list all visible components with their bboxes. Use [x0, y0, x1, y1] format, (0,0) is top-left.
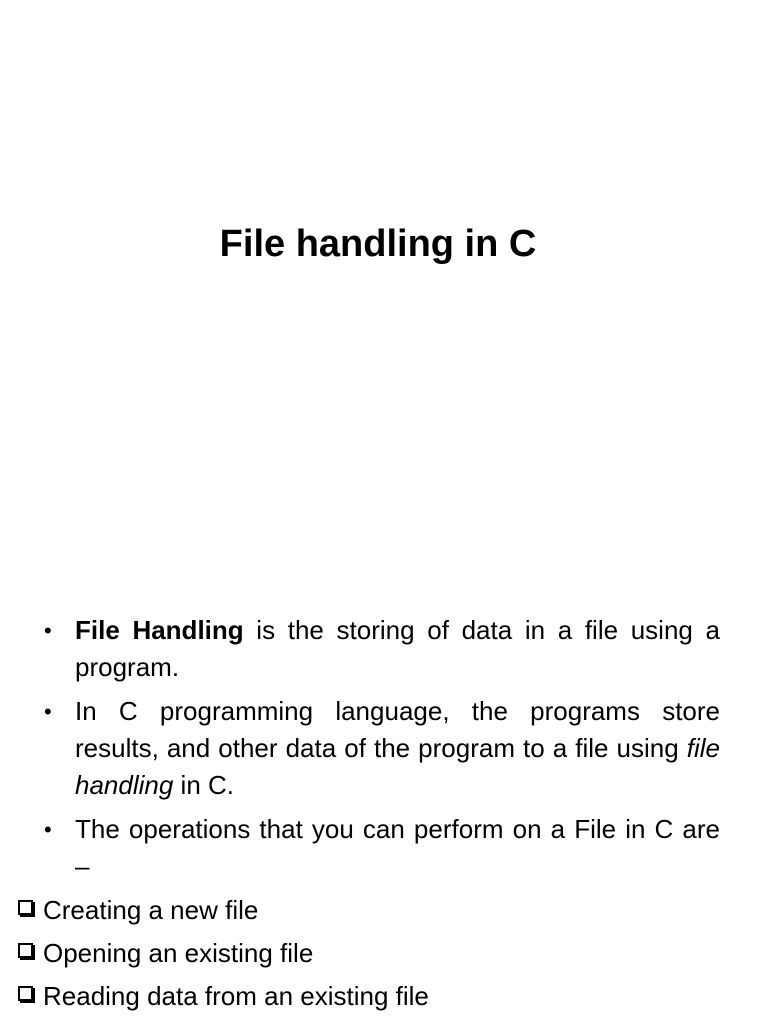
bullet-dot-icon: •	[44, 817, 52, 842]
bullet-dot-icon: •	[44, 699, 52, 724]
bullet-file-handling-definition	[40, 612, 720, 686]
operation-item-create	[8, 892, 720, 929]
term-file-handling: File Handling	[75, 615, 244, 645]
checkbox-bullet-icon	[18, 900, 33, 915]
slide-title: File handling in C	[219, 223, 537, 265]
checkbox-bullet-icon	[18, 943, 33, 958]
bullet-text: is the storing of data in a file using a program.	[75, 615, 720, 682]
operation-item-open	[8, 935, 720, 972]
bullet-text: In C programming language, the programs store results, and other data of the program to a file using	[75, 696, 720, 763]
operation-item-read	[8, 978, 720, 1015]
slide-body	[40, 612, 720, 1021]
operation-label: Reading data from an existing file	[43, 981, 429, 1011]
bullet-text: The operations that you can perform on a File in C are –	[75, 814, 720, 881]
bullet-c-programs-store	[40, 693, 720, 804]
bullet-dot-icon: •	[44, 618, 52, 643]
bullet-text-tail: in C.	[173, 770, 234, 800]
checkbox-bullet-icon	[18, 986, 33, 1001]
bullet-operations-intro	[40, 811, 720, 885]
operation-label: Opening an existing file	[43, 938, 314, 968]
operation-label: Creating a new file	[43, 895, 259, 925]
italic-file-handling: file handling	[75, 733, 720, 800]
